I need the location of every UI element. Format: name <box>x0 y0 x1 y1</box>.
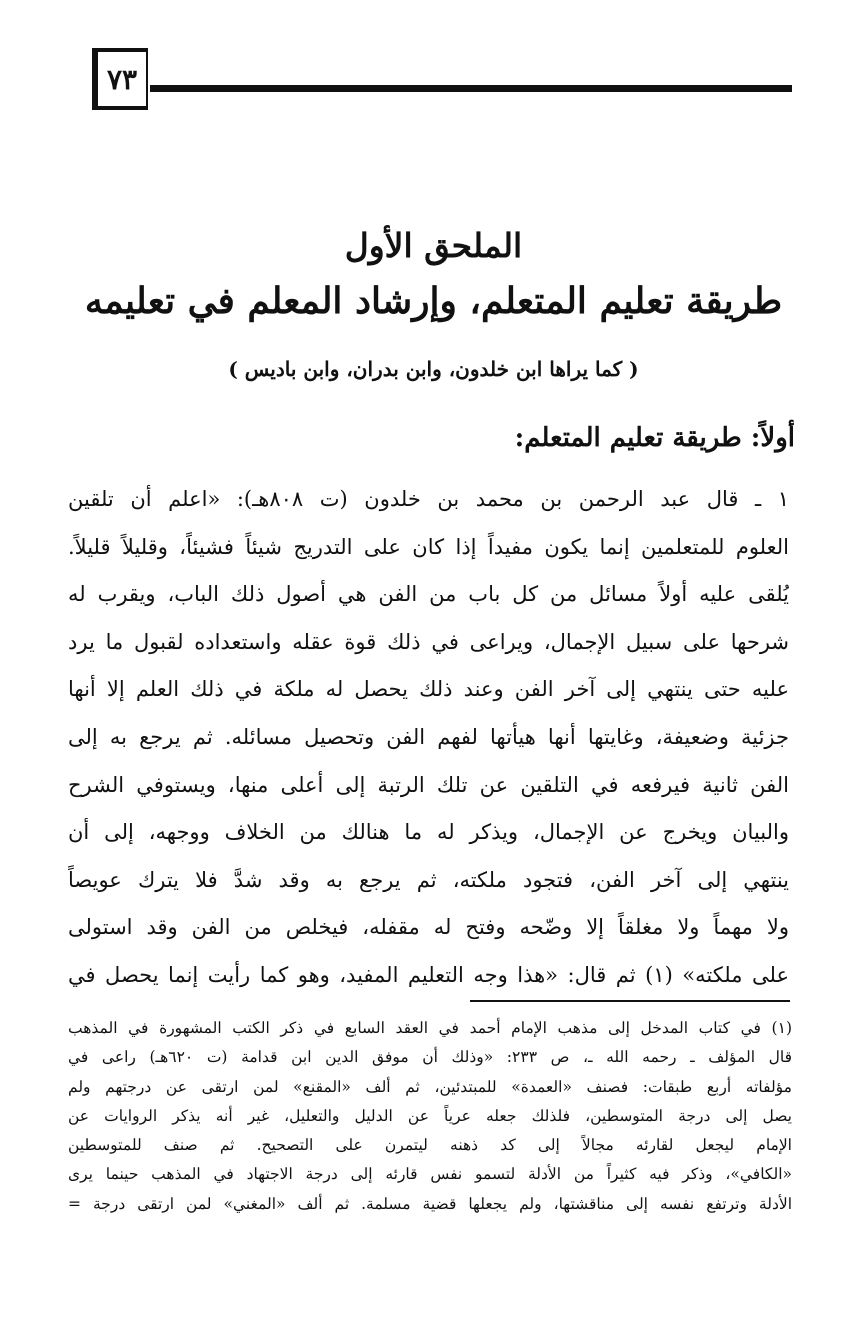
page-number: ٧٣ <box>106 62 138 96</box>
appendix-title: الملحق الأول <box>344 226 523 265</box>
body-line: شرحها على سبيل الإجمال، ويراعى في ذلك قوة عقله واستعداده لقبول ما يرد <box>68 629 789 654</box>
body-line: ينتهي إلى آخر الفن، فتجود ملكته، ثم يرجع به وقد شدَّ فلا يترك عويصاً <box>68 867 789 892</box>
chapter-title: طريقة تعليم المتعلم، وإرشاد المعلم في تعليمه <box>84 280 783 322</box>
footnote-divider <box>470 1000 790 1002</box>
body-line: ١ ـ قال عبد الرحمن بن محمد بن خلدون (ت ٨٠٨هـ): «اعلم أن تلقين <box>68 487 789 511</box>
footnote-line: الإمام ليجعل لقارئه مجالاً إلى كد ذهنه ليتمرن على التصحيح. ثم صنف للمتوسطين <box>68 1136 792 1155</box>
page-number-box <box>92 48 148 110</box>
body-line: عليه حتى ينتهي إلى آخر الفن وعند ذلك يحصل له ملكة في ذلك العلم إلا أنها <box>68 677 789 702</box>
body-line: يُلقى عليه أولاً مسائل من كل باب من الفن هي أصول ذلك الباب، ويقرب له <box>68 582 789 607</box>
section-heading: أولاً: طريقة تعليم المتعلم: <box>514 423 795 453</box>
body-line: الفن ثانية فيرفعه في التلقين عن تلك الرتبة إلى أعلى منها، ويستوفي الشرح <box>68 772 789 797</box>
footnote-line: الأدلة وترتفع نفسه إلى مناقشتها، ولم يجعلها قضية مسلمة. ثم ألف «المغني» لمن ارتقى درجة = <box>68 1194 792 1213</box>
body-line: العلوم للمتعلمين إنما يكون مفيداً إذا كان على التدريج شيئاً فشيئاً، وقليلاً قليلاً. <box>68 534 789 559</box>
footnote-line: «الكافي»، وذكر فيه كثيراً من الأدلة لتسمو نفس قارئه إلى درجة الاجتهاد في المذهب حينما يرى <box>68 1165 792 1184</box>
footnote-line: (١) في كتاب المدخل إلى مذهب الإمام أحمد في العقد السابع في ذكر الكتب المشهورة في المذهب <box>68 1019 792 1037</box>
body-line: على ملكته» (١) ثم قال: «هذا وجه التعليم المفيد، وهو كما رأيت إنما يحصل في <box>68 962 789 987</box>
chapter-subtitle: ( كما يراها ابن خلدون، وابن بدران، وابن باديس ) <box>228 357 639 381</box>
header-rule <box>150 85 792 92</box>
body-line: ولا مهماً ولا مغلقاً إلا وضّحه وفتح له مقفله، فيخلص من الفن وقد استولى <box>68 915 789 940</box>
footnote-line: مؤلفاته أربع طبقات: فصنف «العمدة» للمبتدئين، ثم ألف «المقنع» لمن ارتقى عن درجتهم ولم <box>68 1077 792 1096</box>
body-line: جزئية وضعيفة، وغايتها أنها هيأتها لفهم الفن وتحصيل مسائله. ثم يرجع به إلى <box>68 724 789 749</box>
footnote-line: يصل إلى درجة المتوسطين، فلذلك جعله عرياً عن الدليل والتعليل، غير أنه يذكر الروايات عن <box>68 1106 792 1125</box>
body-text <box>68 476 789 1000</box>
footnotes <box>68 1014 792 1219</box>
body-line: والبيان ويخرج عن الإجمال، ويذكر له ما هنالك من الخلاف ووجهه، إلى أن <box>68 820 789 845</box>
footnote-line: قال المؤلف ـ رحمه الله ـ، ص ٢٣٣: «وذلك أن موفق الدين ابن قدامة (ت ٦٢٠هـ) راعى في <box>68 1048 792 1067</box>
